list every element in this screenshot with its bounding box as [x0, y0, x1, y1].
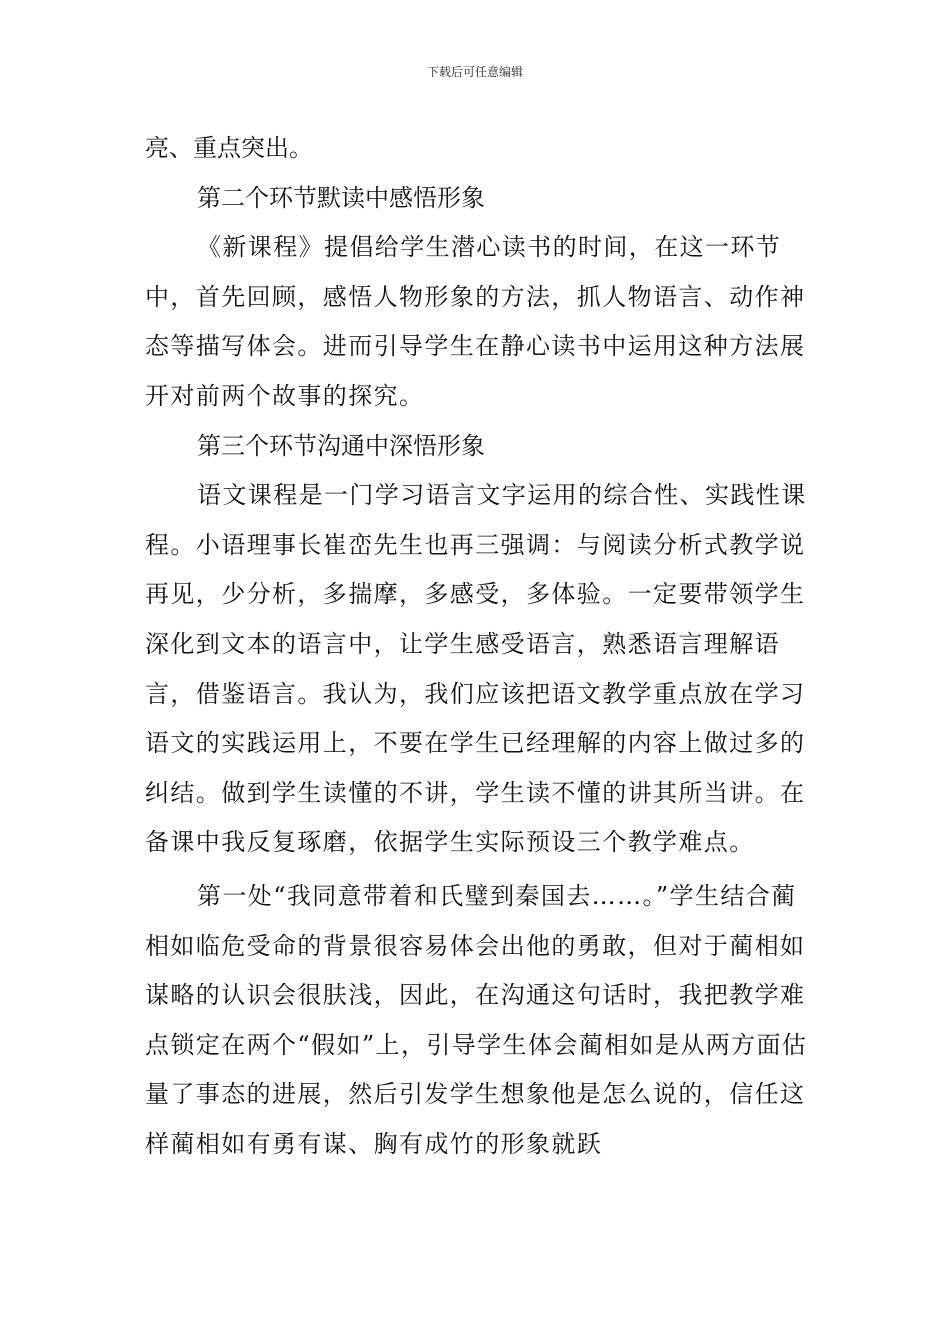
document-body [145, 124, 810, 1169]
page-header: 下载后可任意编辑 [426, 65, 523, 79]
paragraph-first-point: 第一处“我同意带着和氏璧到秦国去……。”学生结合蔺相如临危受命的背景很容易体会出他的勇敢，但对于蔺相如谋略的认识会很肤浅，因此，在沟通这句话时，我把教学难点锁定在两个“假如”上，引导学生体会蔺相如是从两方面估量了事态的进展，然后引发学生想象他是怎么说的，信任这样蔺相如有勇有谋、胸有成竹的形象就跃 [145, 881, 808, 1158]
paragraph-chinese-course: 语文课程是一门学习语言文字运用的综合性、实践性课程。小语理事长崔峦先生也再三强调：与阅读分析式教学说再见，少分析，多揣摩，多感受，多体验。一定要带领学生深化到文本的语言中，让学生感受语言，熟悉语言理解语言，借鉴语言。我认为，我们应该把语文教学重点放在学习语文的实践运用上，不要在学生已经理解的内容上做过多的纠结。做到学生读懂的不讲，学生读不懂的讲其所当讲。在备课中我反复琢磨，依据学生实际预设三个教学难点。 [145, 481, 807, 857]
section-heading-2: 第二个环节默读中感悟形象 [197, 183, 485, 212]
paragraph-new-curriculum: 《新课程》提倡给学生潜心读书的时间，在这一环节中，首先回顾，感悟人物形象的方法，抓人物语言、动作神态等描写体会。进而引导学生在静心读书中运用这种方法展开对前两个故事的探究。 [145, 233, 806, 410]
paragraph-continuation: 亮、重点突出。 [145, 134, 313, 162]
section-heading-3: 第三个环节沟通中深悟形象 [197, 431, 485, 460]
